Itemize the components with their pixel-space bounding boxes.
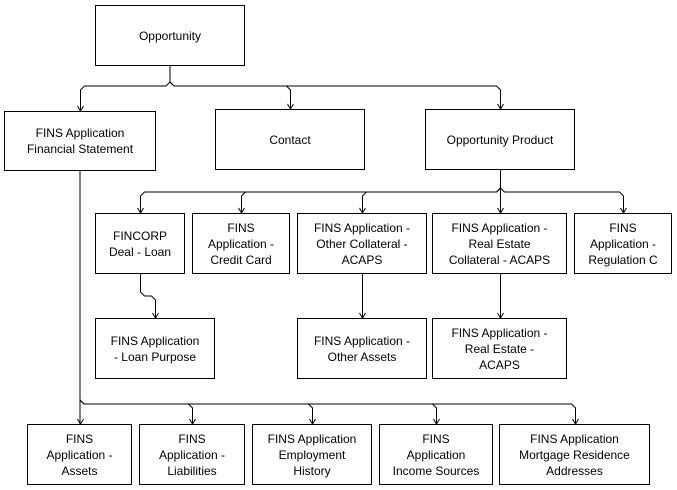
connector-opportunity_product-to-fins_regulation_c (501, 170, 624, 213)
node-fins-real-estate-collateral-label: FINS Application - Real Estate Collateral - ACAPS (448, 220, 551, 267)
node-fins-mortgage-residence (499, 424, 650, 485)
node-fins-regulation-c (574, 213, 672, 274)
node-opportunity-product (425, 109, 575, 170)
node-fincorp-deal-loan-label: FINCORP Deal - Loan (108, 228, 172, 259)
connector-fins_fin_statement-to-fins_mortgage_residence (80, 171, 576, 424)
node-fins-real-estate-acaps-label: FINS Application - Real Estate - ACAPS (451, 325, 548, 372)
node-fins-assets-label: FINS Application - Assets (46, 431, 113, 478)
connector-opportunity-to-opportunity_product (170, 66, 501, 109)
node-contact (215, 109, 365, 170)
node-fins-employment-history (252, 424, 372, 485)
node-fins-income-sources (379, 424, 493, 485)
connector-fincorp_deal_loan-to-fins_loan_purpose (141, 274, 156, 318)
node-fins-other-assets (297, 318, 427, 379)
node-fins-loan-purpose (95, 318, 215, 379)
node-opportunity (95, 5, 245, 66)
connector-fins_fin_statement-to-fins_employment_history (80, 171, 313, 424)
node-fins-credit-card-label: FINS Application - Credit Card (207, 220, 275, 267)
node-fins-regulation-c-label: FINS Application - Regulation C (588, 220, 658, 267)
node-fins-real-estate-acaps (432, 318, 567, 379)
node-fins-liabilities-label: FINS Application - Liabilities (158, 431, 226, 478)
node-fins-financial-statement (4, 111, 156, 171)
node-fins-assets (27, 424, 132, 485)
connector-fins_fin_statement-to-fins_income_sources (80, 171, 437, 424)
node-fins-employment-history-label: FINS Application Employment History (267, 431, 357, 478)
node-fins-other-collateral-label: FINS Application - Other Collateral - ACAPS (313, 220, 411, 267)
node-fins-income-sources-label: FINS Application Income Sources (392, 431, 480, 478)
node-fincorp-deal-loan (95, 213, 185, 274)
node-fins-credit-card (192, 213, 290, 274)
connector-fins_fin_statement-to-fins_liabilities (80, 171, 193, 424)
node-fins-other-collateral (297, 213, 427, 274)
node-opportunity-label: Opportunity (138, 28, 202, 43)
node-fins-liabilities (139, 424, 245, 485)
node-fins-loan-purpose-label: FINS Application - Loan Purpose (110, 333, 200, 364)
node-fins-real-estate-collateral (432, 213, 567, 274)
node-contact-label: Contact (269, 132, 311, 147)
node-fins-financial-statement-label: FINS Application Financial Statement (26, 126, 134, 156)
node-fins-mortgage-residence-label: FINS Application Mortgage Residence Addresses (519, 431, 630, 478)
node-fins-other-assets-label: FINS Application - Other Assets (313, 333, 411, 364)
connector-opportunity-to-fins_fin_statement (81, 66, 171, 111)
connector-opportunity_product-to-fins_other_collateral (363, 170, 501, 213)
connector-opportunity-to-contact (170, 66, 291, 109)
node-opportunity-product-label: Opportunity Product (446, 132, 554, 147)
